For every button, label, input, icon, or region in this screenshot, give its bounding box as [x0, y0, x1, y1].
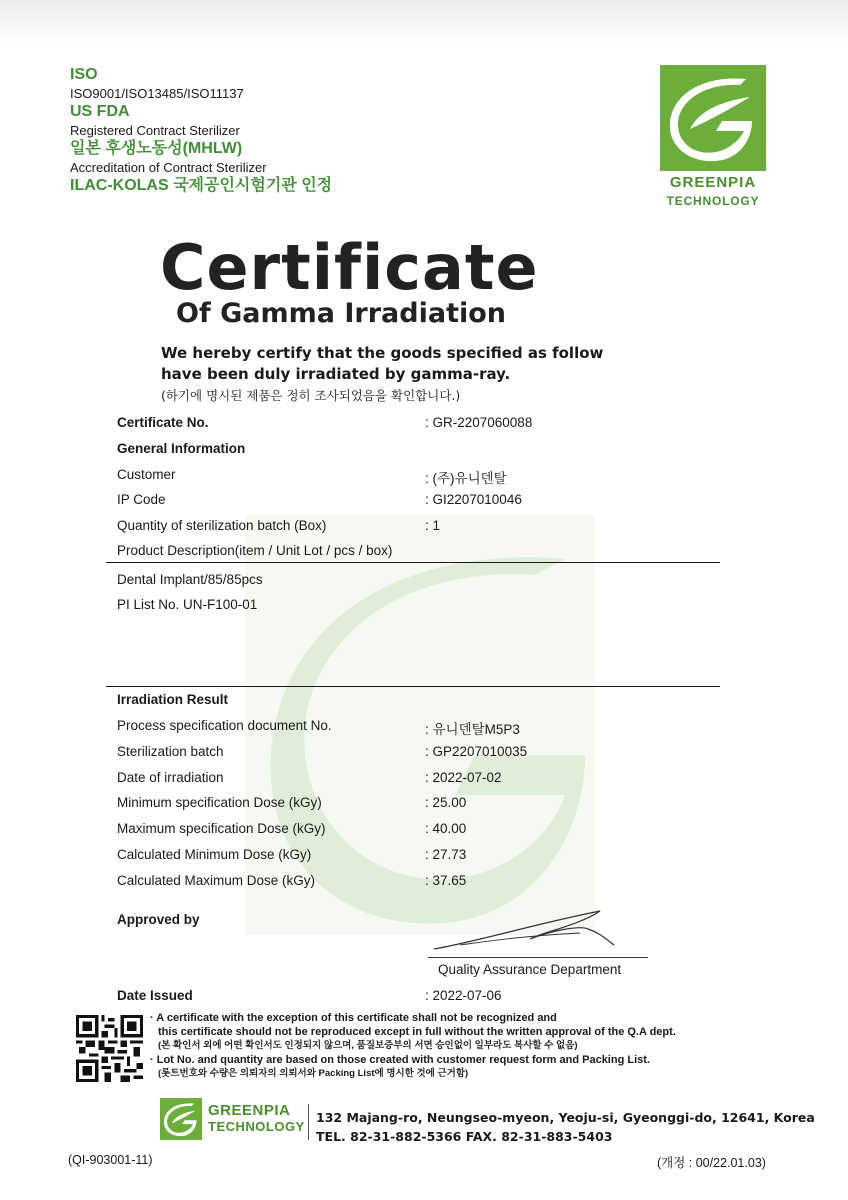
intro-text: [161, 343, 603, 406]
certificate-no-label: Certificate No.: [117, 415, 209, 430]
intro-line-1: We hereby certify that the goods specified as follow: [161, 344, 604, 362]
accreditation-header: [70, 67, 332, 198]
footer-logo-name: GREENPIA: [208, 1102, 291, 1119]
document-code: (QI-903001-11): [68, 1153, 153, 1167]
intro-line-3: (하기에 명시된 제품은 정히 조사되었음을 확인합니다.): [161, 388, 461, 403]
date-issued-label: Date Issued: [117, 988, 193, 1003]
note-line: (본 확인서 외에 어떤 확인서도 인정되지 않으며, 품질보증부의 서면 승인없이 일부라도 복사할 수 없음): [158, 1040, 578, 1051]
result-label: Sterilization batch: [117, 744, 224, 759]
footer-divider: [308, 1104, 309, 1140]
divider: [106, 562, 720, 563]
product-line-2: PI List No. UN-F100-01: [117, 597, 258, 612]
disclaimer-notes: [150, 1011, 676, 1081]
note-line: (롯트번호와 수량은 의뢰자의 의뢰서와 Packing List에 명시한 것에 근거함): [158, 1068, 469, 1079]
note-line: this certificate should not be reproduced except in full without the written approval of the Q.A dept.: [158, 1026, 676, 1038]
info-label: Product Description(item / Unit Lot / pcs / box): [117, 543, 393, 558]
info-label: Customer: [117, 467, 176, 482]
greenpia-logo: [660, 65, 766, 207]
note-line: · Lot No. and quantity are based on those created with customer request form and Packing List.: [150, 1054, 650, 1066]
phone-line: TEL. 82-31-882-5366 FAX. 82-31-883-5403: [316, 1129, 613, 1144]
info-value: : GI2207010046: [425, 492, 522, 507]
page-title: Certificate: [160, 231, 539, 304]
footer-address: [316, 1108, 815, 1146]
result-value: : 2022-07-02: [425, 770, 502, 785]
address-line: 132 Majang-ro, Neungseo-myeon, Yeoju-si, Gyeonggi-do, 12641, Korea: [316, 1110, 815, 1125]
result-label: Calculated Maximum Dose (kGy): [117, 873, 316, 888]
mhlw-desc: Accreditation of Contract Sterilizer: [70, 160, 267, 175]
result-value: : 27.73: [425, 847, 467, 862]
date-issued-value: : 2022-07-06: [425, 988, 502, 1003]
result-value: : 37.65: [425, 873, 467, 888]
info-label: IP Code: [117, 492, 166, 507]
greenpia-leaf-logo-icon: [660, 65, 766, 171]
logo-sub: TECHNOLOGY: [666, 193, 760, 208]
info-value: : 1: [425, 518, 441, 533]
footer-logo-text: [208, 1103, 305, 1135]
footer-logo-sub: TECHNOLOGY: [208, 1119, 305, 1134]
note-line: · A certificate with the exception of this certificate shall not be recognized and: [150, 1012, 557, 1024]
info-value: : (주)유니덴탈: [425, 471, 507, 486]
result-value: : 유니덴탈M5P3: [425, 722, 520, 737]
top-band: [0, 0, 848, 46]
signature: [430, 905, 630, 960]
result-label: Process specification document No.: [117, 718, 332, 733]
result-value: : 25.00: [425, 795, 467, 810]
revision-info: (개정 : 00/22.01.03): [657, 1156, 766, 1170]
qa-department: Quality Assurance Department: [438, 962, 622, 977]
iso-codes: ISO9001/ISO13485/ISO11137: [70, 86, 244, 101]
result-label: Calculated Minimum Dose (kGy): [117, 847, 312, 862]
certificate-no-value: : GR-2207060088: [425, 415, 533, 430]
general-info-heading: General Information: [117, 441, 246, 456]
divider: [106, 686, 720, 687]
intro-line-2: have been duly irradiated by gamma-ray.: [161, 365, 511, 383]
mhlw-title: 일본 후생노동성(MHLW): [70, 140, 243, 157]
product-line-1: Dental Implant/85/85pcs: [117, 572, 263, 587]
result-label: Date of irradiation: [117, 770, 224, 785]
ilac-title: ILAC-KOLAS 국제공인시험기관 인정: [70, 177, 333, 194]
iso-title: ISO: [70, 66, 98, 83]
greenpia-leaf-logo-icon: [160, 1098, 202, 1140]
fda-title: US FDA: [70, 103, 130, 120]
result-label: Minimum specification Dose (kGy): [117, 795, 322, 810]
info-label: Quantity of sterilization batch (Box): [117, 518, 327, 533]
qr-code-icon: [76, 1015, 143, 1082]
logo-name: GREENPIA: [669, 174, 757, 191]
result-value: : 40.00: [425, 821, 467, 836]
irradiation-result-heading: Irradiation Result: [117, 692, 229, 707]
signature-line: [428, 957, 648, 958]
approved-by-label: Approved by: [117, 912, 200, 927]
result-value: : GP2207010035: [425, 744, 528, 759]
result-label: Maximum specification Dose (kGy): [117, 821, 326, 836]
fda-desc: Registered Contract Sterilizer: [70, 123, 240, 138]
page-subtitle: Of Gamma Irradiation: [176, 298, 506, 329]
